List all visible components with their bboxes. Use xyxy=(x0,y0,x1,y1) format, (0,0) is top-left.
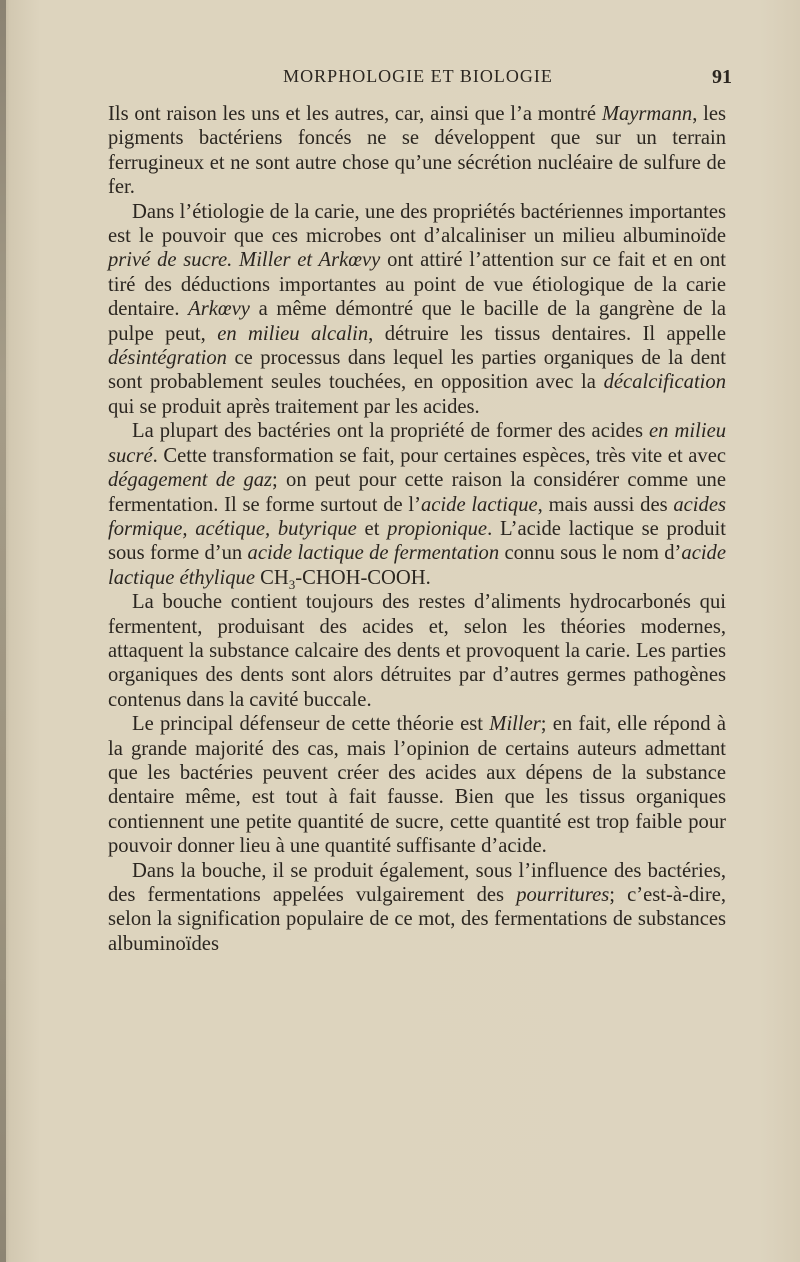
text-run: ont attiré l’attention sur ce fait et en ont tiré des déductions importantes au point de vue étiologique de la carie dentaire. xyxy=(108,249,726,321)
italic-text: acide lactique éthylique xyxy=(108,542,726,589)
text-run: et xyxy=(356,517,388,540)
italic-text: acide lactique de fermentation xyxy=(247,542,500,565)
page-binding-edge xyxy=(0,0,6,1262)
italic-text: Miller xyxy=(489,713,541,736)
running-title: MORPHOLOGIE ET BIOLOGIE xyxy=(283,66,553,86)
page-header xyxy=(108,66,732,96)
text-run: CH xyxy=(254,566,289,589)
paragraph xyxy=(108,859,726,957)
text-run: ; on peut pour cette raison la considérer comme une fermentation. Il se forme surtout de l’ xyxy=(108,469,726,516)
text-run: , les pigments bactériens foncés ne se développent que sur un terrain ferrugineux et ne sont autre chose qu’une sécrétion nucléaire de sulfure de fer. xyxy=(108,103,726,199)
paragraph xyxy=(108,102,726,200)
text-run: , détruire les tissus dentaires. Il appelle xyxy=(368,322,727,345)
body-text xyxy=(108,102,726,956)
italic-text: privé de sucre. Miller et Arkœvy xyxy=(108,249,381,272)
italic-text: pourritures xyxy=(516,884,610,906)
italic-text: dégagement de gaz xyxy=(108,469,273,492)
text-run: a même démontré que le bacille de la gangrène de la pulpe peut, xyxy=(108,298,726,345)
page-number: 91 xyxy=(712,66,732,88)
italic-text: en milieu alcalin xyxy=(217,322,369,345)
text-run: ; c’est-à-dire, selon la signification populaire de ce mot, des fermentations de substances albuminoïdes xyxy=(108,884,726,955)
text-run: -CHOH-COOH. xyxy=(295,566,431,589)
italic-text: en milieu sucré xyxy=(108,420,727,467)
paragraph xyxy=(108,590,726,712)
italic-text: Mayrmann xyxy=(601,103,693,125)
text-run: La bouche contient toujours des restes d’aliments hydrocarbonés qui fermentent, produisant des acides et, selon les théories modernes, attaquent la substance calcaire des dents et provoquent la carie. Les parties organiques des dents sont alors détruites par d’autres germes pathogènes contenus dans la cavité buccale. xyxy=(108,591,726,711)
italic-text: propionique xyxy=(387,517,488,540)
italic-text: désintégration xyxy=(108,347,227,370)
text-run: ce processus dans lequel les parties organiques de la dent sont probablement seules touchées, en opposition avec la xyxy=(108,347,726,394)
italic-text: acide lactique xyxy=(420,493,538,516)
text-run: . Cette transformation se fait, pour certaines espèces, très vite et avec xyxy=(152,444,726,467)
text-run: connu sous le nom d’ xyxy=(499,542,682,565)
text-run: Dans l’étiologie de la carie, une des propriétés bactériennes importantes est le pouvoir que ces microbes ont d’alcaliniser un milieu albuminoïde xyxy=(108,200,726,248)
italic-text: Arkœvy xyxy=(188,298,250,321)
text-run: Ils ont raison les uns et les autres, car, ainsi que l’a montré xyxy=(108,103,602,125)
text-run: Le principal défenseur de cette théorie est xyxy=(132,713,490,736)
text-run: . L’acide lactique se produit sous forme d’un xyxy=(108,517,726,565)
text-run: Dans la bouche, il se produit également, sous l’influence des bactéries, des fermentations appelées vulgairement des xyxy=(108,859,726,906)
paragraph xyxy=(108,419,726,590)
text-run: La plupart des bactéries ont la propriété de former des acides xyxy=(132,420,650,443)
italic-text: décalcification xyxy=(603,371,726,394)
text-run: , mais aussi des xyxy=(537,493,674,516)
italic-text: acides formique, acétique, butyrique xyxy=(108,493,726,540)
paragraph xyxy=(108,200,726,420)
text-run: ; en fait, elle répond à la grande majorité des cas, mais l’opinion de certains auteurs admettant que les bactéries peuvent créer des acides aux dépens de la substance dentaire même, est tout à fait fausse. Bien que les tissus organiques contiennent une petite quantité de sucre, cette quantité est trop faible pour pouvoir donner lieu à une quantité suffisante d’acide. xyxy=(108,713,726,858)
subscript-text: 3 xyxy=(288,576,296,592)
paragraph xyxy=(108,712,726,858)
text-run: qui se produit après traitement par les acides. xyxy=(108,395,480,418)
